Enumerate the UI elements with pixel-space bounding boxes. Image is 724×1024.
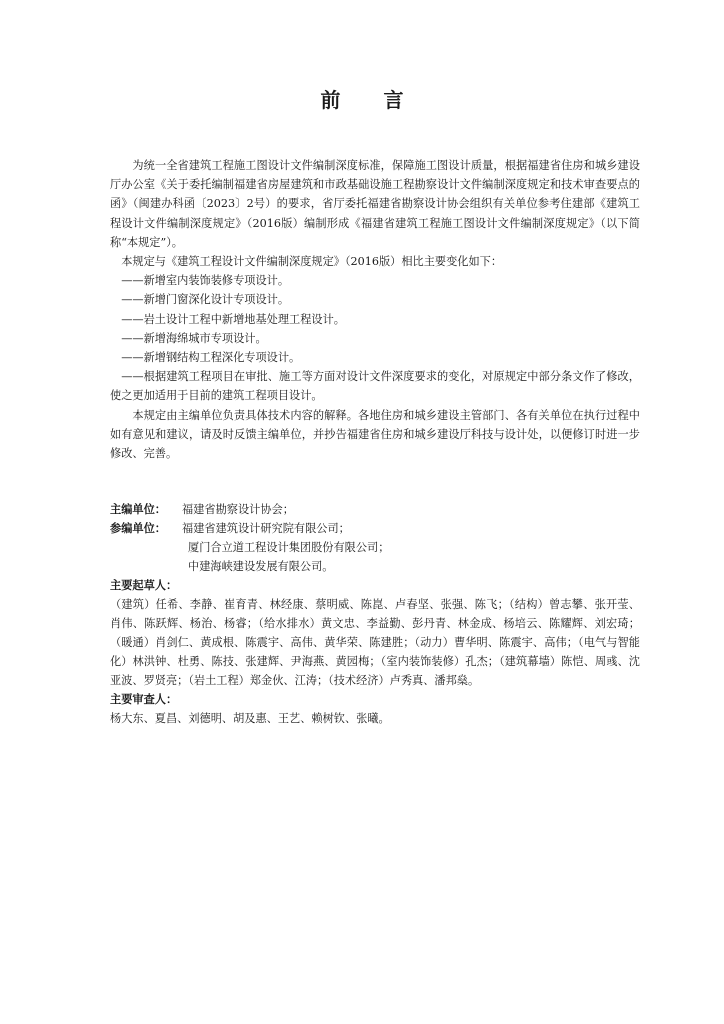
chief-unit-row bbox=[110, 500, 640, 519]
reviewers-label: 主要审查人： bbox=[110, 693, 178, 706]
change-item: ——岩土设计工程中新增地基处理工程设计。 bbox=[121, 312, 345, 326]
participating-unit-label: 参编单位： bbox=[110, 522, 166, 535]
intro-paragraph-3: 本规定由主编单位负责具体技术内容的解释。各地住房和城乡建设主管部门、各有关单位在执行过程中如有意见和建议，请及时反馈主编单位，并抄告福建省住房和城乡建设厅科技与设计处，以便修订时进一步修改、完善。 bbox=[110, 408, 640, 461]
change-item: ——新增室内装饰装修专项设计。 bbox=[121, 274, 290, 288]
intro-paragraph-2: 本规定与《建筑工程设计文件编制深度规定》（2016版）相比主要变化如下： bbox=[121, 255, 503, 269]
participating-unit-name: 厦门合立道工程设计集团股份有限公司； bbox=[188, 541, 390, 554]
chief-unit-name: 福建省勘察设计协会； bbox=[182, 503, 294, 516]
page-title: 前 言 bbox=[320, 88, 422, 112]
organizations-section bbox=[110, 500, 640, 728]
drafters-label: 主要起草人： bbox=[110, 579, 178, 592]
change-item: ——根据建筑工程项目在审批、施工等方面对设计文件深度要求的变化，对原规定中部分条文作了修改，使之更加适用于目前的建筑工程项目设计。 bbox=[110, 370, 640, 403]
drafters-list: （建筑）任希、李静、崔育青、林经康、蔡明威、陈崑、卢春坚、张强、陈飞；（结构）曾志攀、张开莹、肖伟、陈跃辉、杨治、杨睿；（给水排水）黄文忠、李益勤、彭丹青、林金成、杨培云、陈耀辉、刘宏琦；（暖通）肖剑仁、黄成根、陈震宇、高伟、黄华荣、陈建胜；（动力）曹华明、陈震宇、高伟；（电气与智能化）林洪钟、杜勇、陈技、张建辉、尹海燕、黄园梅；（室内装饰装修）孔杰；（建筑幕墙）陈恺、周彧、沈亚波、罗贤亮；（岩土工程）郑金伙、江涛；（技术经济）卢秀真、潘邦燊。 bbox=[110, 598, 640, 687]
change-item: ——新增钢结构工程深化专项设计。 bbox=[121, 351, 301, 365]
change-item: ——新增海绵城市专项设计。 bbox=[121, 331, 267, 345]
participating-unit-name: 中建海峡建设发展有限公司。 bbox=[188, 560, 334, 573]
reviewers-list: 杨大东、夏昌、刘德明、胡及惠、王艺、赖树钦、张曦。 bbox=[110, 712, 390, 725]
participating-unit-row bbox=[110, 519, 640, 538]
participating-unit-name: 福建省建筑设计研究院有限公司； bbox=[182, 522, 350, 535]
preface-body bbox=[110, 156, 640, 463]
intro-paragraph-1: 为统一全省建筑工程施工图设计文件编制深度标准，保障施工图设计质量，根据福建省住房和城乡建设厅办公室《关于委托编制福建省房屋建筑和市政基础设施工程勘察设计文件编制深度规定和技术审查要点的函》（闽建办科函〔2023〕2号）的要求，省厅委托福建省勘察设计协会组织有关单位参考住建部《建筑工程设计文件编制深度规定》（2016版）编制形成《福建省建筑工程施工图设计文件编制深度规定》（以下简称“本规定”）。 bbox=[110, 159, 640, 249]
chief-unit-label: 主编单位： bbox=[110, 503, 166, 516]
change-item: ——新增门窗深化设计专项设计。 bbox=[121, 293, 290, 307]
